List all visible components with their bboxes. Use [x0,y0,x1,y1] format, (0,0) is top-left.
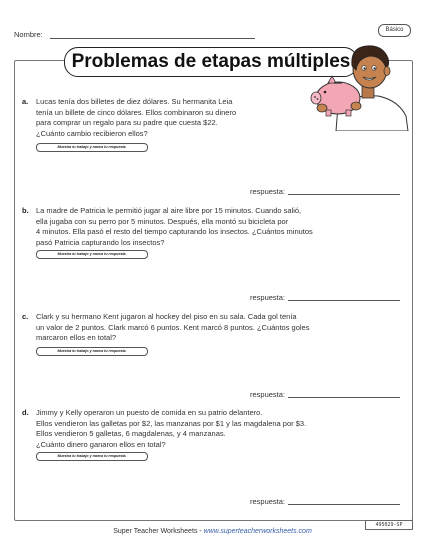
question-d-text [36,408,346,450]
answer-line[interactable] [288,300,400,301]
answer-label: respuesta: [250,187,286,196]
question-line: tenía un billete de cinco dólares. Ellos combinaron su dinero [36,107,237,117]
footer-brand: Super Teacher Worksheets - [113,528,204,535]
question-line: ella jugaba con su perro por 5 minutos. Después, ella montó su bicicleta por [36,216,289,226]
question-b-letter: b. [22,206,29,215]
question-line: un valor de 2 puntos. Clark marcó 6 puntos. Kent marcó 8 puntos. ¿Cuántos goles [36,322,310,332]
question-line: Clark y su hermano Kent jugaron al hockey del piso en su sala. Cada gol tenía [36,312,297,321]
question-line: pasó Patricia capturando los insectos? [36,237,165,247]
boy-piggy-bank-illustration [298,36,413,131]
name-label: Nombre: [14,30,43,39]
footer [0,528,425,535]
worksheet-title: Problemas de etapas múltiples [64,47,358,77]
question-line: Ellos vendieron 5 galletas, 6 magdalenas, y 4 manzanas. [36,429,226,438]
answer-label: respuesta: [250,293,286,302]
question-line: Ellos vendieron las galletas por $2, las manzanas por $1 y las magdalena por $3. [36,418,307,428]
show-work-instruction: Muestra tu trabajo y marca tu respuesta. [36,250,148,259]
question-line: Jimmy y Kelly operaron un puesto de comida en su patrio delantero. [36,408,263,417]
show-work-instruction: Muestra tu trabajo y marca tu respuesta. [36,143,148,152]
question-line: ¿Cuánto cambio recibieron ellos? [36,128,148,138]
footer-url-link[interactable]: www.superteacherworksheets.com [203,528,312,535]
level-badge: Básico [378,24,411,37]
answer-line[interactable] [288,504,400,505]
question-c-letter: c. [22,312,29,321]
name-field-line[interactable] [50,38,255,39]
worksheet-code: 495029-SP [365,520,413,530]
question-line: 4 minutos. Ella pasó el resto del tiempo capturando los insectos. ¿Cuántos minutos [36,227,313,236]
show-work-instruction: Muestra tu trabajo y marca tu respuesta. [36,452,148,461]
question-line: ¿Cuánto dinero ganaron ellos en total? [36,439,166,449]
question-line: Lucas tenía dos billetes de diez dólares. Su hermanita Leia [36,97,233,106]
show-work-instruction: Muestra tu trabajo y marca tu respuesta. [36,347,148,356]
answer-label: respuesta: [250,390,286,399]
question-c-text [36,312,346,344]
answer-line[interactable] [288,397,400,398]
question-line: marcaron ellos en total? [36,333,117,342]
question-a-letter: a. [22,97,29,106]
question-line: La madre de Patricia le permitió jugar al aire libre por 15 minutos. Cuando salió, [36,206,302,215]
question-line: para comprar un regalo para su padre que cuesta $22. [36,118,218,127]
answer-label: respuesta: [250,497,286,506]
question-b-text [36,206,346,248]
question-d-letter: d. [22,408,29,417]
answer-line[interactable] [288,194,400,195]
